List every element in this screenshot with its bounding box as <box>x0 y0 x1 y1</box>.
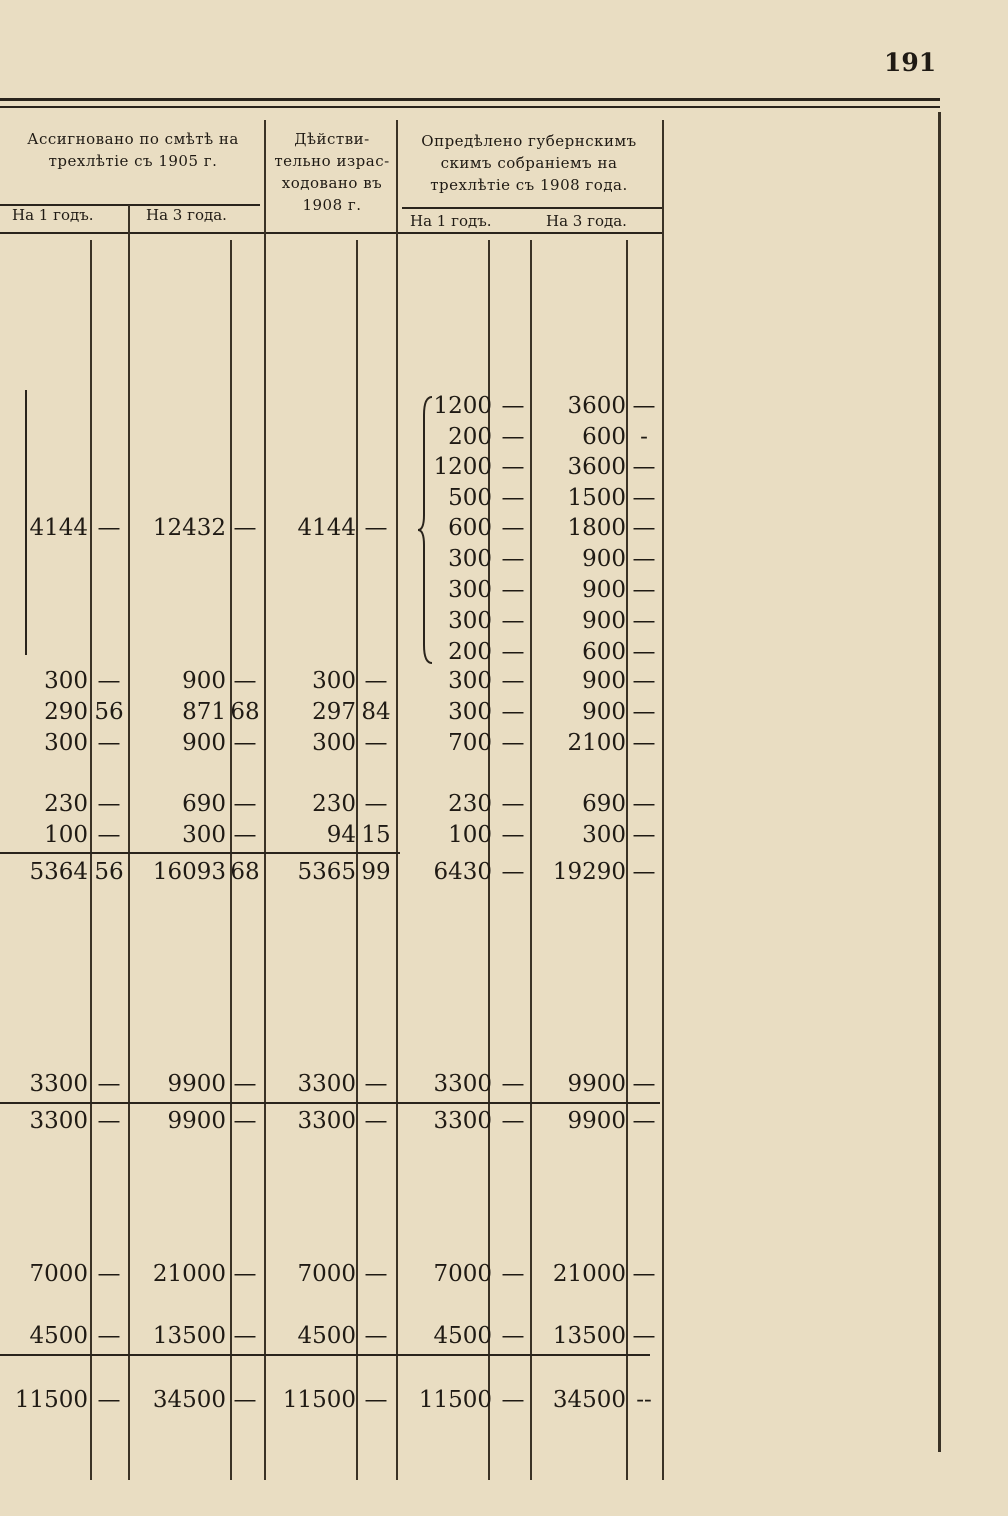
table-cell: — <box>364 1323 388 1349</box>
table-cell: 600 <box>582 639 626 665</box>
table-cell: 900 <box>182 668 226 694</box>
subheader-assigned-year: На 1 годъ. <box>12 206 94 224</box>
table-cell: — <box>632 1323 656 1349</box>
table-cell: — <box>501 791 525 817</box>
table-cell: — <box>632 791 656 817</box>
table-cell: 84 <box>361 699 391 725</box>
table-cell: — <box>501 639 525 665</box>
table-cell: 6430 <box>433 859 492 885</box>
table-cell: 9900 <box>167 1071 226 1097</box>
table-cell: — <box>501 515 525 541</box>
table-cell: — <box>501 1071 525 1097</box>
table-cell: — <box>233 515 257 541</box>
table-cell: 297 <box>312 699 356 725</box>
table-cell: 11500 <box>14 1387 88 1413</box>
table-cell: 300 <box>44 668 88 694</box>
table-cell: 3300 <box>297 1071 356 1097</box>
table-cell: 11500 <box>418 1387 492 1413</box>
sum-rule-3 <box>0 1354 650 1356</box>
table-cell: 3300 <box>29 1071 88 1097</box>
table-cell: — <box>632 454 656 480</box>
table-cell: 3300 <box>297 1108 356 1134</box>
right-margin-line <box>938 112 941 1452</box>
table-cell: — <box>632 822 656 848</box>
table-cell: 200 <box>448 424 492 450</box>
table-cell: 300 <box>312 668 356 694</box>
table-cell: — <box>501 668 525 694</box>
header-divider-2 <box>402 207 664 209</box>
table-cell: 3600 <box>567 393 626 419</box>
table-cell: — <box>501 546 525 572</box>
table-cell: — <box>632 1071 656 1097</box>
table-cell: 12432 <box>152 515 226 541</box>
table-cell: — <box>632 608 656 634</box>
table-cell: — <box>97 1071 121 1097</box>
table-cell: 600 <box>582 424 626 450</box>
table-cell: 290 <box>44 699 88 725</box>
table-cell: 3300 <box>433 1108 492 1134</box>
table-cell: 3600 <box>567 454 626 480</box>
table-cell: — <box>364 791 388 817</box>
table-cell: 300 <box>448 546 492 572</box>
table-cell: — <box>632 639 656 665</box>
table-cell: 900 <box>582 608 626 634</box>
table-cell: — <box>501 1261 525 1287</box>
table-cell: -- <box>636 1387 652 1413</box>
table-cell: 300 <box>182 822 226 848</box>
table-cell: 15 <box>361 822 391 848</box>
table-cell: 100 <box>44 822 88 848</box>
subheader-determined-three: На 3 года. <box>546 212 627 230</box>
table-cell: 1500 <box>567 485 626 511</box>
table-cell: 21000 <box>552 1261 626 1287</box>
table-cell: 100 <box>448 822 492 848</box>
table-cell: 11500 <box>282 1387 356 1413</box>
table-cell: — <box>501 1323 525 1349</box>
table-cell: — <box>364 1261 388 1287</box>
table-cell: 1800 <box>567 515 626 541</box>
table-cell: — <box>233 730 257 756</box>
sum-rule-2 <box>0 1102 660 1104</box>
table-cell: — <box>632 485 656 511</box>
table-cell: 4500 <box>297 1323 356 1349</box>
table-cell: — <box>364 1071 388 1097</box>
table-cell: — <box>501 1108 525 1134</box>
table-cell: — <box>233 822 257 848</box>
table-cell: 13500 <box>552 1323 626 1349</box>
table-cell: 3300 <box>433 1071 492 1097</box>
table-cell: 19290 <box>552 859 626 885</box>
table-cell: — <box>97 1108 121 1134</box>
table-cell: 300 <box>448 577 492 603</box>
table-cell: 300 <box>448 699 492 725</box>
header-determined: Опредѣлено губернскимъ скимъ собраніемъ на трехлѣтіе съ 1908 года. <box>421 132 637 194</box>
table-cell: 34500 <box>552 1387 626 1413</box>
table-cell: — <box>97 668 121 694</box>
table-cell: 5365 <box>297 859 356 885</box>
table-cell: — <box>632 859 656 885</box>
table-cell: — <box>632 515 656 541</box>
table-cell: — <box>233 791 257 817</box>
table-cell: 300 <box>44 730 88 756</box>
table-cell: — <box>97 1323 121 1349</box>
table-cell: — <box>233 1323 257 1349</box>
table-cell: 300 <box>448 608 492 634</box>
table-cell: — <box>501 1387 525 1413</box>
col-line <box>662 120 664 1480</box>
table-cell: 99 <box>361 859 391 885</box>
table-cell: — <box>233 1071 257 1097</box>
table-cell: 7000 <box>433 1261 492 1287</box>
table-cell: — <box>501 822 525 848</box>
table-cell: — <box>501 577 525 603</box>
table-cell: 900 <box>582 699 626 725</box>
table-cell: — <box>501 859 525 885</box>
table-cell: 871 <box>182 699 226 725</box>
sum-rule-1 <box>0 852 400 854</box>
table-cell: — <box>501 393 525 419</box>
table-cell: — <box>632 393 656 419</box>
table-cell: 3300 <box>29 1108 88 1134</box>
table-cell: — <box>632 1108 656 1134</box>
table-cell: 230 <box>44 791 88 817</box>
table-cell: 690 <box>582 791 626 817</box>
table-cell: 690 <box>182 791 226 817</box>
table-cell: — <box>632 730 656 756</box>
table-cell: — <box>501 608 525 634</box>
table-cell: — <box>233 1261 257 1287</box>
table-cell: 230 <box>448 791 492 817</box>
table-cell: 9900 <box>567 1108 626 1134</box>
table-cell: 900 <box>582 546 626 572</box>
table-cell: 68 <box>230 859 260 885</box>
table-cell: 7000 <box>29 1261 88 1287</box>
table-cell: — <box>632 577 656 603</box>
top-rule <box>0 98 940 101</box>
table-cell: — <box>501 485 525 511</box>
subheader-assigned-three: На 3 года. <box>146 206 227 224</box>
table-cell: 900 <box>182 730 226 756</box>
table-cell: 4500 <box>433 1323 492 1349</box>
table-cell: 9900 <box>167 1108 226 1134</box>
table-cell: — <box>632 1261 656 1287</box>
table-cell: — <box>233 1387 257 1413</box>
table-cell: 700 <box>448 730 492 756</box>
table-cell: - <box>640 424 648 450</box>
table-cell: 500 <box>448 485 492 511</box>
table-cell: — <box>501 424 525 450</box>
subheader-rule <box>0 232 664 234</box>
table-cell: 900 <box>582 668 626 694</box>
table-cell: — <box>364 668 388 694</box>
table-cell: 5364 <box>29 859 88 885</box>
table-cell: — <box>501 699 525 725</box>
table-cell: 300 <box>312 730 356 756</box>
table-cell: — <box>501 730 525 756</box>
header-spent: Дѣйстви-тельно израс-ходовано въ 1908 г. <box>274 130 390 214</box>
table-cell: 56 <box>94 859 124 885</box>
table-cell: — <box>233 668 257 694</box>
page-number: 191 <box>884 48 937 77</box>
table-cell: — <box>632 546 656 572</box>
table-cell: 21000 <box>152 1261 226 1287</box>
table-cell: 16093 <box>152 859 226 885</box>
table-cell: — <box>364 515 388 541</box>
table-cell: — <box>97 1387 121 1413</box>
table-cell: 1200 <box>433 393 492 419</box>
table-cell: 300 <box>582 822 626 848</box>
subheader-determined-year: На 1 годъ. <box>410 212 492 230</box>
table-cell: 200 <box>448 639 492 665</box>
table-cell: — <box>97 822 121 848</box>
table-cell: 1200 <box>433 454 492 480</box>
table-cell: 94 <box>326 822 356 848</box>
table-cell: 600 <box>448 515 492 541</box>
top-rule-thin <box>0 106 940 108</box>
table-cell: — <box>632 699 656 725</box>
table-cell: 230 <box>312 791 356 817</box>
table-cell: 13500 <box>152 1323 226 1349</box>
table-cell: 4144 <box>29 515 88 541</box>
table-cell: 68 <box>230 699 260 725</box>
table-cell: — <box>233 1108 257 1134</box>
col-line <box>264 120 266 1480</box>
table-cell: 900 <box>582 577 626 603</box>
table-cell: — <box>97 1261 121 1287</box>
table-cell: 9900 <box>567 1071 626 1097</box>
table-cell: — <box>501 454 525 480</box>
table-cell: — <box>97 515 121 541</box>
table-cell: — <box>632 668 656 694</box>
header-assigned: Ассигновано по смѣтѣ на трехлѣтіе съ 1905 г. <box>27 130 239 170</box>
table-cell: — <box>364 1108 388 1134</box>
table-cell: 4144 <box>297 515 356 541</box>
table-cell: 2100 <box>567 730 626 756</box>
table-cell: — <box>97 730 121 756</box>
table-cell: 56 <box>94 699 124 725</box>
table-cell: 4500 <box>29 1323 88 1349</box>
table-cell: 300 <box>448 668 492 694</box>
table-cell: — <box>97 791 121 817</box>
table-cell: — <box>364 1387 388 1413</box>
table-cell: 34500 <box>152 1387 226 1413</box>
table-cell: 7000 <box>297 1261 356 1287</box>
table-cell: — <box>364 730 388 756</box>
